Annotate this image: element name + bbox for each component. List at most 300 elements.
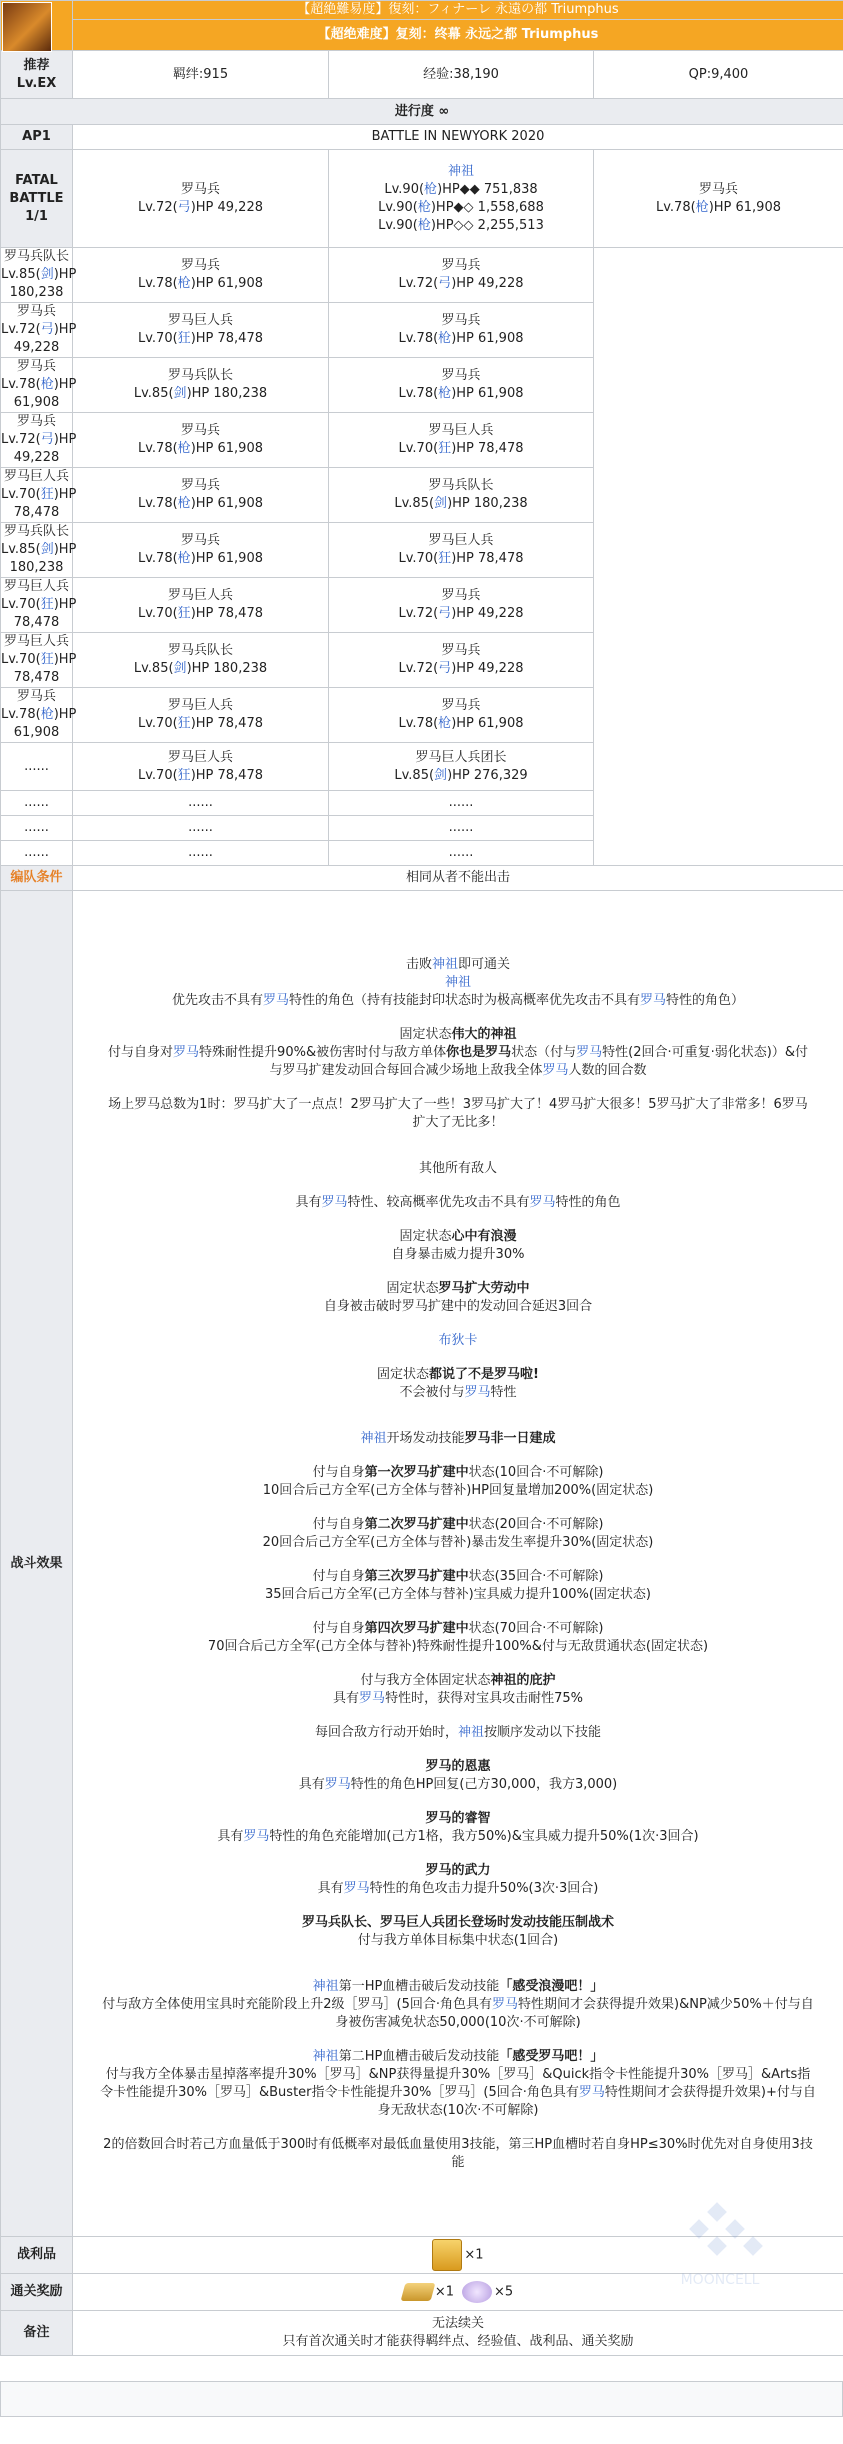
shinso-link[interactable]: 神祖 bbox=[457, 1724, 484, 1740]
enemy-hp: )HP 276,329 bbox=[447, 767, 528, 783]
effect-bold-text: 第二次罗马扩建中 bbox=[364, 1516, 469, 1532]
enemy-name: 罗马巨人兵 bbox=[167, 749, 233, 765]
class-link[interactable]: 枪 bbox=[177, 441, 191, 456]
enemy-stats bbox=[1, 706, 77, 742]
effect-text: 与罗马扩建发动回合每回合减少场地上敌我全体 bbox=[269, 1062, 543, 1078]
enemy-hp: )HP 61,908 bbox=[13, 377, 77, 410]
enemy-row bbox=[1, 523, 843, 578]
effect-line bbox=[85, 1228, 831, 1246]
effect-text: 特性的角色攻击力提升50%(3次·3回合) bbox=[369, 1880, 599, 1896]
enemy-hp: )HP 180,238 bbox=[186, 386, 268, 401]
class-link[interactable]: 狂 bbox=[177, 716, 191, 731]
enemy-level: Lv.72( bbox=[137, 199, 178, 215]
roma-trait-link[interactable]: 罗马 bbox=[576, 1044, 603, 1060]
enemy-cell bbox=[329, 523, 594, 578]
reward-label: 通关奖励 bbox=[1, 2274, 73, 2311]
enemy-name: 罗马巨人兵 bbox=[3, 634, 69, 649]
effects-content bbox=[73, 891, 843, 2237]
effect-text: 10回合后己方全军(己方全体与替补)HP回复量增加200%(固定状态) bbox=[262, 1482, 654, 1498]
formation-value: 相同从者不能出击 bbox=[73, 866, 843, 891]
enemy-cell bbox=[329, 468, 594, 523]
boss-level: Lv.90( bbox=[378, 199, 418, 215]
enemy-level: Lv.72( bbox=[398, 276, 439, 291]
enemy-cell bbox=[329, 358, 594, 413]
effect-text: 特性的角色HP回复(己方30,000，我方3,000) bbox=[350, 1776, 618, 1792]
enemy-row bbox=[1, 358, 843, 413]
enemy-stats bbox=[73, 330, 328, 348]
effect-text: 身无敌状态(10次·不可解除) bbox=[377, 2102, 539, 2118]
enemy-level: Lv.78( bbox=[137, 441, 178, 456]
shinso-link[interactable]: 神祖 bbox=[312, 2048, 339, 2064]
enemy-hp: )HP 49,228 bbox=[451, 606, 524, 621]
roma-trait-link[interactable]: 罗马 bbox=[173, 1044, 200, 1060]
enemy-hp: )HP 61,908 bbox=[451, 386, 524, 401]
effect-text: 状态(70回合·不可解除) bbox=[468, 1620, 604, 1636]
reward-count-1: ×1 bbox=[434, 2284, 454, 2300]
class-link[interactable]: 狂 bbox=[438, 441, 452, 456]
class-link[interactable]: 弓 bbox=[438, 661, 452, 676]
effect-line bbox=[85, 1862, 831, 1880]
enemy-name: 罗马兵 bbox=[441, 588, 481, 603]
enemy-stats bbox=[1, 596, 77, 632]
enemy-level: Lv.70( bbox=[137, 767, 178, 783]
placeholder-row bbox=[1, 791, 843, 816]
enemy-cell bbox=[1, 468, 77, 523]
effect-text: 具有 bbox=[298, 1776, 325, 1792]
ap-label: AP1 bbox=[1, 125, 73, 150]
enemy-stats bbox=[329, 330, 593, 348]
enemy-row bbox=[1, 468, 843, 523]
bond-value: 羁绊:915 bbox=[73, 51, 329, 99]
notes-cell bbox=[73, 2311, 843, 2356]
effect-line bbox=[85, 2084, 831, 2102]
enemy-hp: )HP 180,238 bbox=[447, 496, 528, 511]
effect-line bbox=[85, 974, 831, 992]
effect-line bbox=[85, 1638, 831, 1656]
enemy-stats bbox=[73, 767, 328, 785]
shinso-link[interactable]: 神祖 bbox=[360, 1430, 387, 1446]
effect-bold-text: 罗马的睿智 bbox=[425, 1810, 491, 1826]
enemy-stats bbox=[329, 767, 593, 785]
class-link[interactable]: 弓 bbox=[40, 432, 54, 447]
enemy-cell bbox=[73, 358, 329, 413]
enemy-hp: )HP 78,478 bbox=[13, 487, 77, 520]
gold-bar-icon[interactable] bbox=[400, 2283, 435, 2301]
class-link[interactable]: 枪 bbox=[424, 181, 438, 197]
enemy-name: 罗马兵 bbox=[698, 181, 738, 197]
enemy-hp: )HP 180,238 bbox=[9, 267, 77, 300]
class-link[interactable]: 狂 bbox=[40, 597, 54, 612]
enemy-level: Lv.78( bbox=[137, 276, 178, 291]
class-link[interactable]: 枪 bbox=[438, 386, 452, 401]
effect-line bbox=[85, 1516, 831, 1534]
effect-text: 付与自身 bbox=[312, 1464, 365, 1480]
effect-text: 自身暴击威力提升30% bbox=[391, 1246, 525, 1262]
roma-trait-link[interactable]: 罗马 bbox=[542, 1062, 569, 1078]
class-link[interactable]: 狂 bbox=[177, 606, 191, 621]
class-link[interactable]: 弓 bbox=[40, 322, 54, 337]
roma-trait-link[interactable]: 罗马 bbox=[243, 1828, 270, 1844]
class-link[interactable]: 剑 bbox=[173, 386, 187, 401]
notes-line-2: 只有首次通关时才能获得羁绊点、经验值、战利品、通关奖励 bbox=[282, 2334, 634, 2349]
enemy-hp: )HP 49,228 bbox=[451, 276, 524, 291]
gold-card-icon[interactable] bbox=[432, 2239, 462, 2271]
fatal-line2: BATTLE bbox=[9, 190, 64, 206]
roma-trait-link[interactable]: 罗马 bbox=[464, 1384, 491, 1400]
effect-text: 固定状态 bbox=[377, 1366, 430, 1382]
enemy-placeholder: ...... bbox=[329, 816, 594, 841]
effect-line bbox=[85, 1044, 831, 1062]
class-link[interactable]: 弓 bbox=[177, 199, 191, 215]
boss-hp-line bbox=[329, 181, 593, 199]
effect-text: 特性的角色 bbox=[555, 1194, 621, 1210]
effect-text: 35回合后己方全军(己方全体与替补)宝具威力提升100%(固定状态) bbox=[265, 1586, 651, 1602]
roma-trait-link[interactable]: 罗马 bbox=[640, 992, 667, 1008]
effect-text: 开场发动技能 bbox=[386, 1430, 465, 1446]
fatal-line3: 1/1 bbox=[25, 208, 48, 224]
effect-line bbox=[85, 2066, 831, 2084]
class-link[interactable]: 枪 bbox=[438, 716, 452, 731]
effect-line bbox=[85, 1776, 831, 1794]
roma-trait-link[interactable]: 罗马 bbox=[343, 1880, 370, 1896]
enemy-name: 罗马巨人兵 bbox=[428, 423, 494, 438]
enemy-cell bbox=[1, 248, 77, 303]
enemy-stats bbox=[1, 541, 77, 577]
effect-line bbox=[85, 1810, 831, 1828]
effect-bold-text: 第三次罗马扩建中 bbox=[364, 1568, 469, 1584]
roma-trait-link[interactable]: 罗马 bbox=[578, 2084, 605, 2100]
effect-line bbox=[85, 1332, 831, 1350]
shinso-link[interactable]: 神祖 bbox=[444, 974, 471, 990]
enemy-stats bbox=[329, 605, 593, 623]
class-link[interactable]: 弓 bbox=[438, 276, 452, 291]
effect-line bbox=[85, 2014, 831, 2032]
enemy-cell bbox=[73, 150, 329, 248]
class-link[interactable]: 枪 bbox=[177, 276, 191, 291]
roma-trait-link[interactable]: 罗马 bbox=[492, 1996, 519, 2012]
class-link[interactable]: 剑 bbox=[434, 496, 448, 511]
enemy-hp: )HP 180,238 bbox=[9, 542, 77, 575]
effect-text: 付与自身 bbox=[312, 1568, 365, 1584]
enemy-hp: )HP 78,478 bbox=[451, 441, 524, 456]
enemy-level: Lv.70( bbox=[398, 551, 439, 566]
enemy-row bbox=[1, 150, 843, 248]
effect-bold-text: 神祖的庇护 bbox=[490, 1672, 556, 1688]
enemy-hp: )HP 78,478 bbox=[190, 716, 263, 731]
enemy-cell bbox=[329, 578, 594, 633]
class-link[interactable]: 枪 bbox=[417, 199, 431, 215]
effect-line bbox=[85, 1534, 831, 1552]
enemy-name: 罗马兵队长 bbox=[167, 368, 233, 383]
effect-text: 每回合敌方行动开始时， bbox=[314, 1724, 458, 1740]
class-link[interactable]: 枪 bbox=[177, 551, 191, 566]
reward-count-2: ×5 bbox=[494, 2284, 514, 2300]
watermark-text: MOONCELL bbox=[680, 2272, 760, 2288]
enemy-name: 罗马兵 bbox=[441, 368, 481, 383]
effect-text: 付与敌方全体使用宝具时充能阶段上升2级［罗马］(5回合·角色具有 bbox=[102, 1996, 493, 2012]
effect-bold-text: 罗马兵队长、罗马巨人兵团长登场时发动技能 bbox=[301, 1914, 562, 1930]
boss-cell bbox=[329, 150, 594, 248]
class-link[interactable]: 枪 bbox=[40, 707, 54, 722]
class-link[interactable]: 剑 bbox=[434, 767, 448, 783]
enemy-level: Lv.70( bbox=[1, 487, 41, 502]
enemy-name: 罗马兵队长 bbox=[167, 643, 233, 658]
effect-text: 不会被付与 bbox=[399, 1384, 465, 1400]
effect-line bbox=[85, 2154, 831, 2172]
enemy-row bbox=[1, 633, 843, 688]
effect-line bbox=[85, 1430, 831, 1448]
effect-text: 具有 bbox=[295, 1194, 322, 1210]
mooncell-watermark-icon bbox=[660, 2200, 780, 2290]
enemy-name: 罗马兵队长 bbox=[3, 524, 69, 539]
category-footer bbox=[0, 2381, 843, 2417]
class-link[interactable]: 狂 bbox=[177, 331, 191, 346]
enemy-cell bbox=[329, 743, 594, 791]
enemy-name: 罗马兵 bbox=[16, 689, 56, 704]
enemy-hp: )HP 61,908 bbox=[190, 276, 263, 291]
enemy-name: 罗马兵 bbox=[441, 313, 481, 328]
enemy-cell bbox=[73, 248, 329, 303]
effect-line bbox=[85, 1384, 831, 1402]
effect-text: 20回合后己方全军(己方全体与替补)暴击发生率提升30%(固定状态) bbox=[262, 1534, 654, 1550]
enemy-level: Lv.85( bbox=[394, 496, 435, 511]
effect-text: 人数的回合数 bbox=[568, 1062, 647, 1078]
roma-trait-link[interactable]: 罗马 bbox=[529, 1194, 556, 1210]
enemy-level: Lv.72( bbox=[1, 432, 41, 447]
effect-text: 能 bbox=[451, 2154, 465, 2170]
effect-text: 2的倍数回合时若己方血量低于300时有低概率对最低血量使用3技能，第三HP血槽时若自身HP≤30%时优先对自身使用3技 bbox=[103, 2136, 813, 2152]
effect-line bbox=[85, 1366, 831, 1384]
enemy-name: 罗马兵 bbox=[180, 478, 220, 493]
exp-value: 经验:38,190 bbox=[329, 51, 594, 99]
enemy-name: 罗马巨人兵团长 bbox=[415, 749, 507, 765]
enemy-level: Lv.85( bbox=[1, 267, 41, 282]
effect-text: 特性的角色） bbox=[666, 992, 745, 1008]
effect-text: 身被伤害减免状态50,000(10次·不可解除) bbox=[335, 2014, 581, 2030]
enemy-level: Lv.85( bbox=[394, 767, 435, 783]
effect-line bbox=[85, 1026, 831, 1044]
enemy-hp: )HP 61,908 bbox=[190, 496, 263, 511]
boss-name[interactable]: 神祖 bbox=[447, 163, 474, 179]
enemy-level: Lv.78( bbox=[398, 716, 439, 731]
class-link[interactable]: 枪 bbox=[177, 496, 191, 511]
boss-hp: )HP◇◇ 2,255,513 bbox=[430, 217, 544, 233]
effect-text: 特性、较高概率优先攻击不具有 bbox=[347, 1194, 530, 1210]
effect-text: 付与自身 bbox=[312, 1620, 365, 1636]
enemy-hp: )HP 61,908 bbox=[190, 441, 263, 456]
enemy-cell bbox=[329, 303, 594, 358]
class-link[interactable]: 剑 bbox=[40, 542, 54, 557]
effect-text: 状态(10回合·不可解除) bbox=[468, 1464, 604, 1480]
class-link[interactable]: 狂 bbox=[40, 652, 54, 667]
effect-line bbox=[85, 1246, 831, 1264]
enemy-placeholder: ...... bbox=[1, 791, 73, 816]
enemy-level: Lv.78( bbox=[1, 707, 41, 722]
effect-text: 状态(35回合·不可解除) bbox=[468, 1568, 604, 1584]
class-link[interactable]: 枪 bbox=[438, 331, 452, 346]
effect-line bbox=[85, 1880, 831, 1898]
effect-text: 扩大了无比多！ bbox=[412, 1114, 504, 1130]
effect-bold-text: 都说了不是罗马啦! bbox=[429, 1366, 539, 1382]
class-link[interactable]: 狂 bbox=[438, 551, 452, 566]
enemy-level: Lv.72( bbox=[398, 606, 439, 621]
effect-bold-text: 罗马的恩惠 bbox=[425, 1758, 491, 1774]
enemy-hp: )HP 49,228 bbox=[451, 661, 524, 676]
effect-line bbox=[85, 1586, 831, 1604]
rec-level-label bbox=[1, 51, 73, 99]
effect-line bbox=[85, 1194, 831, 1212]
roma-trait-link[interactable]: 罗马 bbox=[262, 992, 289, 1008]
effect-line bbox=[85, 1690, 831, 1708]
loot-count: ×1 bbox=[464, 2247, 484, 2263]
enemy-row bbox=[1, 303, 843, 358]
enemy-cell bbox=[329, 633, 594, 688]
effect-line bbox=[85, 1062, 831, 1080]
enemy-cell bbox=[1, 688, 77, 743]
enemy-hp: )HP 49,228 bbox=[13, 322, 77, 355]
enemy-level: Lv.70( bbox=[1, 652, 41, 667]
enemy-stats bbox=[73, 440, 328, 458]
effect-text: 第一HP血槽击破后发动技能 bbox=[338, 1978, 500, 1994]
effect-text: 场上罗马总数为1时：罗马扩大了一点点！2罗马扩大了一些！3罗马扩大了！4罗马扩大很多！5罗马扩大了非常多！6罗马 bbox=[108, 1096, 808, 1112]
effect-bold-text: 「感受浪漫吧！」 bbox=[499, 1978, 604, 1994]
effect-text: 特性 bbox=[490, 1384, 517, 1400]
class-link[interactable]: 枪 bbox=[695, 199, 709, 215]
enemy-cell bbox=[329, 413, 594, 468]
effect-text: 特性的角色充能增加(己方1格，我方50%)&宝具威力提升50%(1次·3回合) bbox=[269, 1828, 699, 1844]
roma-trait-link[interactable]: 罗马 bbox=[321, 1194, 348, 1210]
enemy-level: Lv.70( bbox=[137, 716, 178, 731]
boss-hp: )HP◆◆ 751,838 bbox=[437, 181, 538, 197]
effect-line bbox=[85, 1482, 831, 1500]
enemy-stats bbox=[329, 660, 593, 678]
shinso-link[interactable]: 神祖 bbox=[312, 1978, 339, 1994]
rec-label-text: 推荐 bbox=[23, 57, 50, 73]
boss-hp: )HP◆◇ 1,558,688 bbox=[430, 199, 544, 215]
enemy-stats bbox=[73, 605, 328, 623]
cn-title: 【超绝难度】复刻：终幕 永远之都 Triumphus bbox=[73, 20, 843, 51]
enemy-cell bbox=[73, 578, 329, 633]
effect-bold-text: 心中有浪漫 bbox=[451, 1228, 517, 1244]
enemy-placeholder: ...... bbox=[73, 791, 329, 816]
enemy-name: 罗马兵 bbox=[16, 359, 56, 374]
enemy-placeholder: ...... bbox=[73, 816, 329, 841]
progress-row: 进行度 ∞ bbox=[1, 99, 843, 125]
effect-line bbox=[85, 1828, 831, 1846]
effect-text: 第二HP血槽击破后发动技能 bbox=[338, 2048, 500, 2064]
class-link[interactable]: 弓 bbox=[438, 606, 452, 621]
enemy-placeholder: ...... bbox=[329, 841, 594, 866]
enemy-level: Lv.72( bbox=[1, 322, 41, 337]
class-link[interactable]: 剑 bbox=[40, 267, 54, 282]
fatal-line1: FATAL bbox=[15, 172, 58, 188]
effect-text: 付与自身 bbox=[312, 1516, 365, 1532]
enemy-name: 罗马巨人兵 bbox=[3, 469, 69, 484]
class-link[interactable]: 狂 bbox=[177, 767, 191, 783]
effect-text: 优先攻击不具有 bbox=[171, 992, 263, 1008]
enemy-hp: )HP 61,908 bbox=[13, 707, 77, 740]
fragment-icon[interactable] bbox=[462, 2281, 492, 2303]
qp-value: QP:9,400 bbox=[594, 51, 843, 99]
loot-label: 战利品 bbox=[1, 2237, 73, 2274]
effect-line bbox=[85, 1096, 831, 1114]
enemy-level: Lv.70( bbox=[1, 597, 41, 612]
placeholder-row bbox=[1, 841, 843, 866]
enemy-name: 罗马巨人兵 bbox=[167, 313, 233, 328]
effect-text: 固定状态 bbox=[399, 1026, 452, 1042]
enemy-cell bbox=[1, 303, 77, 358]
enemy-cell bbox=[1, 523, 77, 578]
enemy-name: 罗马兵队长 bbox=[428, 478, 494, 493]
jp-title: 【超絶難易度】復刻：フィナーレ 永遠の都 Triumphus bbox=[73, 1, 843, 20]
class-link[interactable]: 狂 bbox=[40, 487, 54, 502]
enemy-stats bbox=[1, 376, 77, 412]
effect-line bbox=[85, 1620, 831, 1638]
enemy-cell bbox=[1, 358, 77, 413]
formation-label[interactable]: 编队条件 bbox=[1, 866, 73, 891]
enemy-name: 罗马兵 bbox=[441, 698, 481, 713]
class-link[interactable]: 枪 bbox=[40, 377, 54, 392]
effect-bold-text: 你也是罗马 bbox=[446, 1044, 512, 1060]
enemy-name: 罗马兵 bbox=[441, 258, 481, 273]
boss-level: Lv.90( bbox=[384, 181, 425, 197]
class-link[interactable]: 剑 bbox=[173, 661, 187, 676]
enemy-level: Lv.78( bbox=[398, 386, 439, 401]
effect-line bbox=[85, 992, 831, 1010]
effect-text: 即可通关 bbox=[458, 956, 511, 972]
enemy-level: Lv.85( bbox=[133, 661, 174, 676]
enemy-name: 罗马兵 bbox=[180, 181, 220, 197]
effect-text: 70回合后己方全军(己方全体与替补)特殊耐性提升100%&付与无敌贯通状态(固定状态) bbox=[207, 1638, 709, 1654]
enemy-cell bbox=[1, 578, 77, 633]
enemy-level: Lv.78( bbox=[137, 496, 178, 511]
effect-line bbox=[85, 1914, 831, 1932]
effect-text: 击败 bbox=[405, 956, 432, 972]
placeholder-row bbox=[1, 816, 843, 841]
enemy-cell bbox=[1, 413, 77, 468]
effect-text: 固定状态 bbox=[386, 1280, 439, 1296]
enemy-cell bbox=[73, 633, 329, 688]
shinso-link[interactable]: 神祖 bbox=[431, 956, 458, 972]
effect-bold-text: 罗马扩大劳动中 bbox=[438, 1280, 530, 1296]
enemy-level: Lv.85( bbox=[1, 542, 41, 557]
enemy-hp: )HP 78,478 bbox=[13, 597, 77, 630]
enemy-placeholder: ...... bbox=[1, 841, 73, 866]
enemy-stats bbox=[73, 495, 328, 513]
roma-trait-link[interactable]: 罗马 bbox=[324, 1776, 351, 1792]
enemy-stats bbox=[329, 550, 593, 568]
enemy-level: Lv.78( bbox=[1, 377, 41, 392]
enemy-placeholder: ...... bbox=[73, 841, 329, 866]
effect-bold-text: 罗马的武力 bbox=[425, 1862, 491, 1878]
enemy-hp: )HP 180,238 bbox=[186, 661, 268, 676]
enemy-name: 罗马兵 bbox=[180, 258, 220, 273]
roma-trait-link[interactable]: 罗马 bbox=[359, 1690, 386, 1706]
effect-line bbox=[85, 1160, 831, 1178]
effect-bold-text: 第一次罗马扩建中 bbox=[364, 1464, 469, 1480]
enemy-hp: )HP 78,478 bbox=[190, 767, 263, 783]
enemy-stats bbox=[73, 199, 328, 217]
enemy-cell bbox=[73, 743, 329, 791]
enemy-hp: )HP 49,228 bbox=[190, 199, 263, 215]
enemy-name: 罗马巨人兵 bbox=[167, 698, 233, 713]
enemy-stats bbox=[329, 385, 593, 403]
quest-icon bbox=[2, 2, 52, 52]
class-link[interactable]: 枪 bbox=[417, 217, 431, 233]
enemy-stats bbox=[73, 385, 328, 403]
boudica-link[interactable]: 布狄卡 bbox=[438, 1332, 478, 1348]
effect-text: 具有 bbox=[317, 1880, 344, 1896]
